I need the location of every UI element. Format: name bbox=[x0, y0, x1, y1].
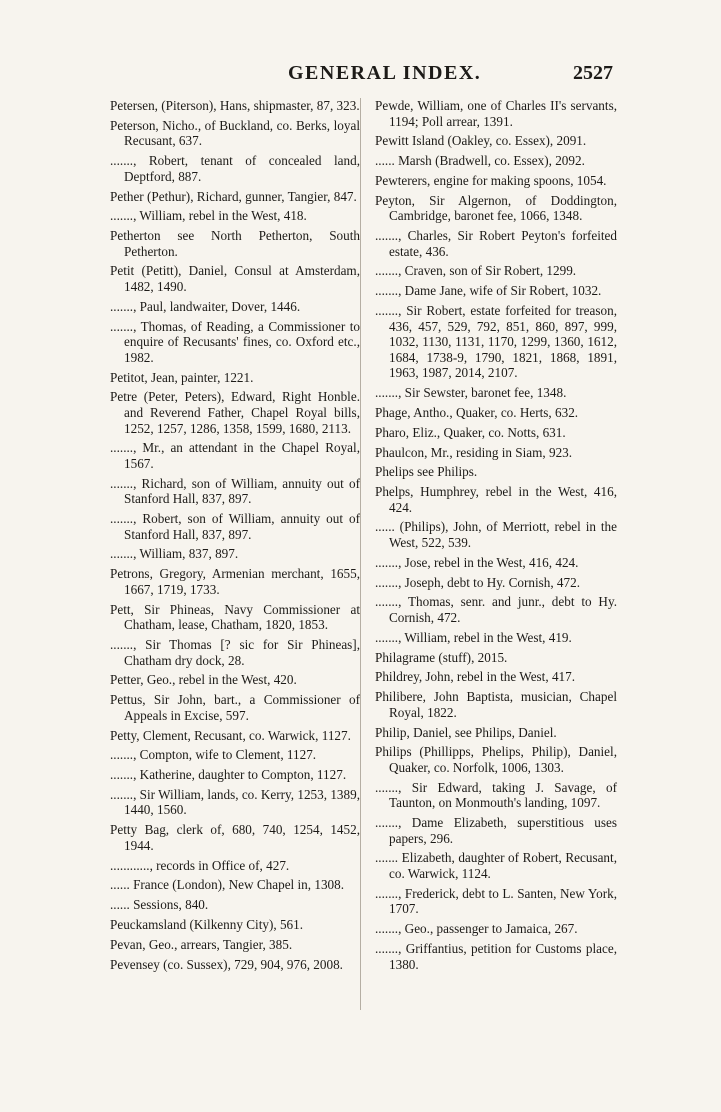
index-entry: Petre (Peter, Peters), Edward, Right Honble. and Reverend Father, Chapel Royal bills, 1252, 1257, 1286, 1358, 1599, 1680, 2113. bbox=[110, 389, 360, 436]
index-entry: Phaulcon, Mr., residing in Siam, 923. bbox=[375, 444, 573, 460]
index-entry: ............, records in Office of, 427. bbox=[110, 857, 290, 873]
index-entry: ....... Elizabeth, daughter of Robert, Recusant, co. Warwick, 1124. bbox=[375, 850, 617, 881]
running-title: GENERAL INDEX. bbox=[288, 62, 482, 84]
index-entry: ......., Thomas, of Reading, a Commissioner to enquire of Recusants' fines, co. Oxford etc., 1982. bbox=[110, 318, 360, 365]
index-entry: ......., Robert, son of William, annuity out of Stanford Hall, 837, 897. bbox=[110, 511, 360, 542]
index-entry: Phelps, Humphrey, rebel in the West, 416, 424. bbox=[375, 484, 617, 515]
index-entry: ......., William, rebel in the West, 418. bbox=[110, 208, 307, 224]
index-entry: Phildrey, John, rebel in the West, 417. bbox=[375, 669, 576, 685]
index-entry: Philips (Phillipps, Phelips, Philip), Daniel, Quaker, co. Norfolk, 1006, 1303. bbox=[375, 744, 617, 775]
index-entry: ......., Sir Edward, taking J. Savage, of Taunton, on Monmouth's landing, 1097. bbox=[375, 779, 617, 811]
right-column bbox=[375, 98, 617, 976]
index-entry: Petherton see North Petherton, South Petherton. bbox=[110, 228, 360, 259]
left-column bbox=[110, 98, 360, 976]
index-entry: Pevensey (co. Sussex), 729, 904, 976, 2008. bbox=[110, 956, 343, 972]
index-entry: ......., Charles, Sir Robert Peyton's forfeited estate, 436. bbox=[375, 228, 617, 259]
column-divider bbox=[360, 98, 361, 1010]
index-entry: Peterson, Nicho., of Buckland, co. Berks, loyal Recusant, 637. bbox=[110, 117, 360, 149]
index-entry: ......., Dame Jane, wife of Sir Robert, 1032. bbox=[375, 283, 602, 299]
index-entry: ......., Sir Thomas [? sic for Sir Phineas], Chatham dry dock, 28. bbox=[110, 637, 360, 668]
index-entry: Philip, Daniel, see Philips, Daniel. bbox=[375, 724, 557, 740]
index-entry: Pether (Pethur), Richard, gunner, Tangier, 847. bbox=[110, 188, 357, 204]
index-entry: ......., Geo., passenger to Jamaica, 267. bbox=[375, 921, 578, 937]
index-entry: ...... Marsh (Bradwell, co. Essex), 2092. bbox=[375, 153, 585, 169]
index-entry: Pettus, Sir John, bart., a Commissioner of Appeals in Excise, 597. bbox=[110, 692, 360, 723]
index-entry: Pett, Sir Phineas, Navy Commissioner at Chatham, lease, Chatham, 1820, 1853. bbox=[110, 601, 360, 633]
index-entry: ......., Paul, landwaiter, Dover, 1446. bbox=[110, 298, 301, 314]
index-entry: ......., Frederick, debt to L. Santen, New York, 1707. bbox=[375, 885, 617, 917]
index-entry: Pewterers, engine for making spoons, 1054. bbox=[375, 172, 607, 188]
page-header bbox=[0, 62, 721, 92]
index-entry: ......., Sir William, lands, co. Kerry, 1253, 1389, 1440, 1560. bbox=[110, 786, 361, 818]
index-entry: ......., William, rebel in the West, 419. bbox=[375, 629, 572, 645]
index-entry: Petersen, (Piterson), Hans, shipmaster, 87, 323. bbox=[110, 98, 360, 113]
index-entry: ......., Joseph, debt to Hy. Cornish, 472. bbox=[375, 574, 581, 590]
index-entry: ......., Craven, son of Sir Robert, 1299. bbox=[375, 263, 577, 279]
index-entry: Petrons, Gregory, Armenian merchant, 1655, 1667, 1719, 1733. bbox=[110, 566, 360, 597]
index-entry: ......., Mr., an attendant in the Chapel Royal, 1567. bbox=[110, 440, 360, 471]
index-entry: ...... France (London), New Chapel in, 1308. bbox=[110, 877, 345, 893]
index-entry: ......., Richard, son of William, annuity out of Stanford Hall, 837, 897. bbox=[110, 475, 360, 507]
index-entry: ......., Robert, tenant of concealed land, Deptford, 887. bbox=[110, 153, 360, 184]
index-entry: Peuckamsland (Kilkenny City), 561. bbox=[110, 916, 304, 932]
index-entry: ...... (Philips), John, of Merriott, rebel in the West, 522, 539. bbox=[375, 519, 617, 551]
index-entry: ......., Jose, rebel in the West, 416, 424. bbox=[375, 554, 579, 570]
index-entry: ......., Sir Sewster, baronet fee, 1348. bbox=[375, 385, 567, 401]
page-number: 2527 bbox=[573, 62, 613, 84]
index-entry: ...... Sessions, 840. bbox=[110, 897, 209, 913]
index-entry: Petter, Geo., rebel in the West, 420. bbox=[110, 672, 297, 688]
index-entry: Phelips see Philips. bbox=[375, 464, 478, 480]
index-entry: Petitot, Jean, painter, 1221. bbox=[110, 369, 254, 385]
index-entry: Philagrame (stuff), 2015. bbox=[375, 649, 508, 665]
index-entry: Pevan, Geo., arrears, Tangier, 385. bbox=[110, 936, 293, 952]
index-entry: Petty, Clement, Recusant, co. Warwick, 1127. bbox=[110, 727, 351, 743]
index-entry: ......., Griffantius, petition for Customs place, 1380. bbox=[375, 940, 617, 972]
index-entry: ......., Compton, wife to Clement, 1127. bbox=[110, 747, 317, 763]
index-entry: ......., Thomas, senr. and junr., debt to Hy. Cornish, 472. bbox=[375, 594, 617, 625]
index-entry: ......., William, 837, 897. bbox=[110, 546, 239, 562]
index-entry: ......., Sir Robert, estate forfeited for treason, 436, 457, 529, 792, 851, 860, 897, 999, 1032, 1130, 1131, 1170, 1299, 1360, 1612, 1684, 1738-9, 1790, 1821, 1868, 1891, 1963, 1987, 2014, 2107. bbox=[375, 303, 617, 381]
index-entry: Pewde, William, one of Charles II's servants, 1194; Poll arrear, 1391. bbox=[375, 98, 617, 129]
index-entry: Phage, Antho., Quaker, co. Herts, 632. bbox=[375, 404, 579, 420]
index-entry: Petty Bag, clerk of, 680, 740, 1254, 1452, 1944. bbox=[110, 822, 360, 853]
index-entry: Pharo, Eliz., Quaker, co. Notts, 631. bbox=[375, 424, 566, 440]
index-entry: Peyton, Sir Algernon, of Doddington, Cambridge, baronet fee, 1066, 1348. bbox=[375, 192, 617, 224]
index-entry: Petit (Petitt), Daniel, Consul at Amsterdam, 1482, 1490. bbox=[110, 263, 360, 295]
index-entry: Philibere, John Baptista, musician, Chapel Royal, 1822. bbox=[375, 689, 617, 720]
index-entry: ......., Katherine, daughter to Compton, 1127. bbox=[110, 767, 347, 783]
index-entry: Pewitt Island (Oakley, co. Essex), 2091. bbox=[375, 133, 587, 149]
index-entry: ......., Dame Elizabeth, superstitious uses papers, 296. bbox=[375, 815, 617, 846]
